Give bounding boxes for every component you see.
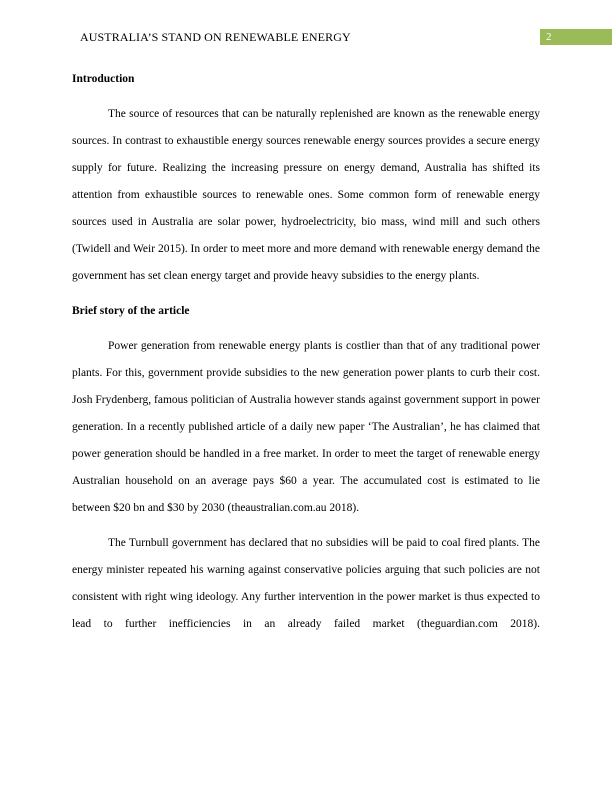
page-header bbox=[0, 29, 612, 45]
running-head-title: AUSTRALIA’S STAND ON RENEWABLE ENERGY bbox=[80, 30, 351, 44]
document-body bbox=[72, 66, 540, 638]
brief-story-paragraph-1: Power generation from renewable energy plants is costlier than that of any traditional power plants. For this, government provide subsidies to the new generation power plants to curb their cost. Josh Frydenberg, famous politician of Australia however stands against government support in power generation. In a recently published article of a daily new paper ‘The Australian’, he has claimed that power generation should be handled in a free market. In order to meet the target of renewable energy Australian household on an average pays $60 a year. The accumulated cost is estimated to lie between $20 bn and $30 by 2030 (theaustralian.com.au 2018). bbox=[72, 340, 540, 514]
page-number-box bbox=[540, 29, 612, 45]
introduction-paragraph: The source of resources that can be naturally replenished are known as the renewable energy sources. In contrast to exhaustible energy sources renewable energy sources provides a secure energy supply for future. Realizing the increasing pressure on energy demand, Australia has shifted its attention from exhaustible sources to renewable ones. Some common form of renewable energy sources used in Australia are solar power, hydroelectricity, bio mass, wind mill and such others (Twidell and Weir 2015). In order to meet more and more demand with renewable energy demand the government has set clean energy target and provide heavy subsidies to the energy plants. bbox=[72, 108, 540, 282]
brief-story-heading: Brief story of the article bbox=[72, 305, 190, 317]
brief-story-paragraph-2: The Turnbull government has declared that no subsidies will be paid to coal fired plants. The energy minister repeated his warning against conservative policies arguing that such policies are not consistent with right wing ideology. Any further intervention in the power market is thus expected to lead to further inefficiencies in an already failed market (theguardian.com 2018). bbox=[72, 537, 540, 630]
page-number: 2 bbox=[546, 31, 552, 43]
introduction-heading: Introduction bbox=[72, 73, 135, 85]
